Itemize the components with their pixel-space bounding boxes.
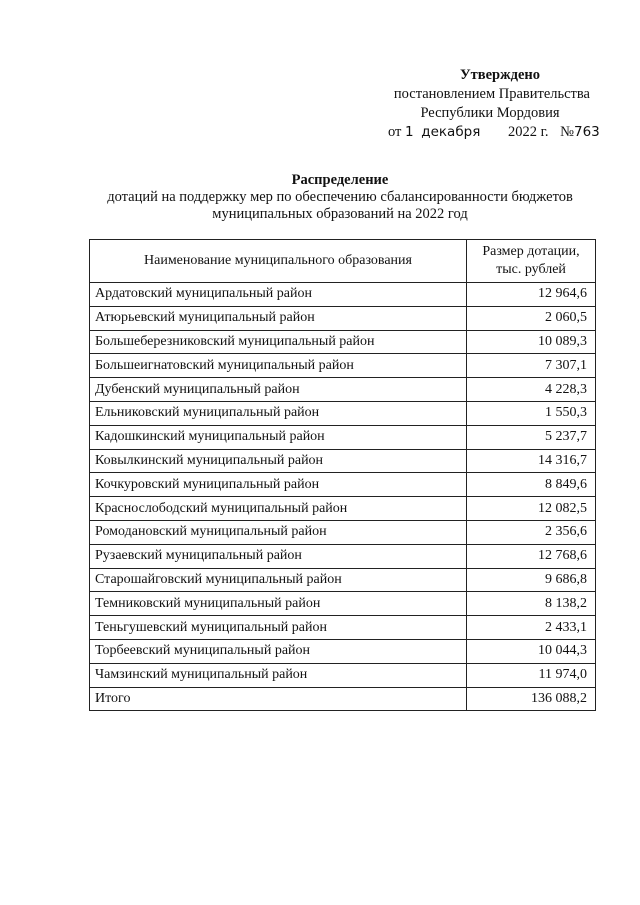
table-row: [90, 473, 596, 497]
subsidy-amount: 8 849,6: [467, 473, 596, 497]
municipality-name: Дубенский муниципальный район: [90, 378, 467, 402]
municipality-name: Ельниковский муниципальный район: [90, 401, 467, 425]
subsidy-amount: 11 974,0: [467, 663, 596, 687]
table-row: [90, 330, 596, 354]
table-row: [90, 544, 596, 568]
approval-date-line: [388, 123, 600, 142]
municipality-name: Чамзинский муниципальный район: [90, 663, 467, 687]
column-header-amount: [467, 240, 596, 283]
table-row: [90, 354, 596, 378]
table-row: [90, 639, 596, 663]
table-row: [90, 616, 596, 640]
total-amount: 136 088,2: [467, 687, 596, 711]
table-row: [90, 401, 596, 425]
subsidy-amount: 2 433,1: [467, 616, 596, 640]
approved-label: Утверждено: [460, 67, 540, 83]
approval-line-2: Республики Мордовия: [420, 105, 560, 121]
heading-title: Распределение: [291, 172, 389, 188]
municipality-name: Темниковский муниципальный район: [90, 592, 467, 616]
table-row: [90, 520, 596, 544]
distribution-table: [89, 239, 596, 711]
municipality-name: Ардатовский муниципальный район: [90, 283, 467, 307]
heading-line-1: дотаций на поддержку мер по обеспечению сбалансированности бюджетов: [107, 189, 573, 205]
table-row: [90, 449, 596, 473]
table-row: [90, 425, 596, 449]
number-sign: №: [560, 124, 574, 140]
table-row: [90, 283, 596, 307]
table-header-row: [90, 240, 596, 283]
table-row: [90, 568, 596, 592]
municipality-name: Рузаевский муниципальный район: [90, 544, 467, 568]
subsidy-amount: 7 307,1: [467, 354, 596, 378]
municipality-name: Ковылкинский муниципальный район: [90, 449, 467, 473]
date-month: декабря: [421, 124, 481, 140]
approval-line-1: постановлением Правительства: [393, 86, 590, 102]
approval-block: [380, 66, 600, 142]
table-row: [90, 306, 596, 330]
municipality-name: Кочкуровский муниципальный район: [90, 473, 467, 497]
municipality-name: Большеберезниковский муниципальный район: [90, 330, 467, 354]
table-row: [90, 378, 596, 402]
subsidy-amount: 14 316,7: [467, 449, 596, 473]
subsidy-amount: 10 089,3: [467, 330, 596, 354]
subsidy-amount: 12 082,5: [467, 497, 596, 521]
subsidy-amount: 9 686,8: [467, 568, 596, 592]
subsidy-amount: 8 138,2: [467, 592, 596, 616]
municipality-name: Торбеевский муниципальный район: [90, 639, 467, 663]
municipality-name: Атюрьевский муниципальный район: [90, 306, 467, 330]
subsidy-amount: 4 228,3: [467, 378, 596, 402]
municipality-name: Ромодановский муниципальный район: [90, 520, 467, 544]
document-heading: [80, 172, 600, 223]
municipality-name: Старошайговский муниципальный район: [90, 568, 467, 592]
date-year: 2022 г.: [507, 124, 549, 140]
column-header-name: Наименование муниципального образования: [90, 240, 467, 283]
subsidy-amount: 2 060,5: [467, 306, 596, 330]
column-header-amount-line-2: тыс. рублей: [496, 262, 566, 277]
municipality-name: Большеигнатовский муниципальный район: [90, 354, 467, 378]
table-row: [90, 497, 596, 521]
table-row: [90, 663, 596, 687]
municipality-name: Краснослободский муниципальный район: [90, 497, 467, 521]
subsidy-amount: 10 044,3: [467, 639, 596, 663]
total-label: Итого: [90, 687, 467, 711]
table-row: [90, 592, 596, 616]
subsidy-amount: 12 964,6: [467, 283, 596, 307]
municipality-name: Теньгушевский муниципальный район: [90, 616, 467, 640]
subsidy-amount: 12 768,6: [467, 544, 596, 568]
municipality-name: Кадошкинский муниципальный район: [90, 425, 467, 449]
table-total-row: [90, 687, 596, 711]
document-number: 763: [574, 124, 600, 140]
subsidy-amount: 2 356,6: [467, 520, 596, 544]
column-header-amount-line-1: Размер дотации,: [482, 244, 580, 259]
heading-line-2: муниципальных образований на 2022 год: [212, 206, 468, 222]
date-prefix: от: [388, 124, 402, 140]
subsidy-amount: 1 550,3: [467, 401, 596, 425]
date-day: 1: [405, 124, 414, 140]
subsidy-amount: 5 237,7: [467, 425, 596, 449]
